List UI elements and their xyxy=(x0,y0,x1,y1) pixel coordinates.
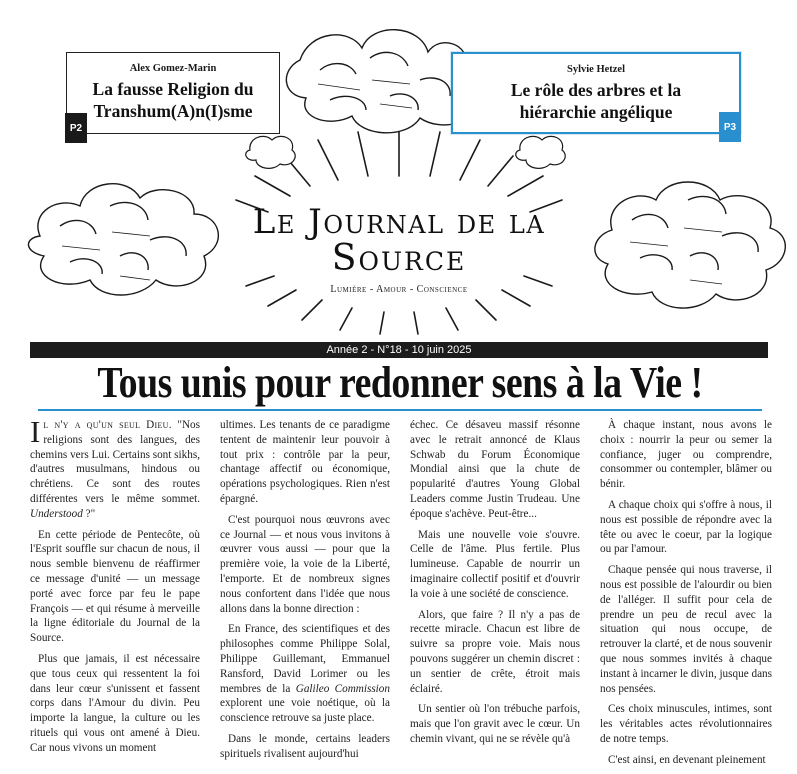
teaser-banner-p2[interactable] xyxy=(66,52,280,134)
main-headline: Tous unis pour redonner sens à la Vie ! xyxy=(97,358,703,407)
paragraph-text: "Nos religions sont des langues, des chemins vers Lui. Certains sont sikhs, d'autres musulmans, hindous ou chrétiens. Ce sont des routes différentes vers le même sommet. xyxy=(30,419,201,505)
lead-in: l n'y a qu'un seul Dieu. xyxy=(43,419,172,431)
article-column-1 xyxy=(30,414,201,762)
paragraph: C'est pourquoi nous œuvrons avec ce Journal — et nous vous invitons à œuvrer vous aussi — pour que la première voie, la voie de la Liberté, l'emporte. Et de nombreux signes nous confortent dans l'idée que nous allons dans la bonne direction : xyxy=(220,513,390,615)
article-column-4 xyxy=(600,418,772,774)
paragraph: Alors, que faire ? Il n'y a pas de recette miracle. Chacun est libre de suivre sa propre voie. Mais nous pouvons suggérer un chemin discret : un sentier de crête, étroit mais éclairé. xyxy=(410,608,580,695)
drop-cap: I xyxy=(30,414,41,449)
teaser-author: Sylvie Hetzel xyxy=(566,64,626,75)
teaser-headline xyxy=(67,78,279,122)
paragraph: échec. Ce désaveu massif résonne avec le retrait annoncé de Klaus Schwab du Forum Économique Mondial ainsi que la chute de popularité d'autres Young Global Leaders comme Justin Trudeau. Une époque s'achève. Peut-être... xyxy=(410,419,580,520)
paragraph-text: ?" xyxy=(82,507,96,520)
paragraph: Ces choix minuscules, intimes, sont les véritables actes révolutionnaires de notre temps. xyxy=(600,703,772,745)
teaser-headline-line2: hiérarchie angélique xyxy=(519,102,673,122)
paragraph-text: explorent une voie noétique, où la conscience retrouve sa juste place. xyxy=(220,697,390,725)
paragraph: Dans le monde, certains leaders spirituels rivalisent aujourd'hui xyxy=(220,732,390,760)
paragraph: Un sentier où l'on trébuche parfois, mais que l'on gravit avec le cœur. Un chemin vivant, qui ne se révèle qu'à xyxy=(410,703,580,745)
teaser-headline-line2: Transhum(A)n(I)sme xyxy=(93,101,253,121)
masthead-tagline: Lumière - Amour - Conscience xyxy=(330,284,468,295)
paragraph: Chaque pensée qui nous traverse, il nous est possible de l'alourdir ou bien de l'alléger. Il suffit pour cela de prendre un peu de recul avec la situation qui nous occupe, de retrouver la clarté, et de nous souvenir que nous sommes invités à chaque instant à incarner le divin, jusque dans nos pensées. xyxy=(600,564,772,695)
paragraph xyxy=(220,622,390,726)
paragraph-text: En France, des scientifiques et des philosophes comme Philippe Solal, Philippe Guillemant, Emmanuel Ransford, David Lorimer ou les membres de la xyxy=(220,623,390,695)
paragraph: ultimes. Les tenants de ce paradigme tentent de maintenir leur pouvoir à tout prix : contrôle par la peur, chantage affectif ou économique, opérations psychologiques. Rien n'est épargné. xyxy=(220,419,390,505)
teaser-headline xyxy=(453,79,739,123)
paragraph: Plus que jamais, il est nécessaire que tous ceux qui ressentent la foi dans leur cœur s'unissent et fassent corps dans l'Amour du divin. Peu importe la langue, la culture ou les rituels qui vous ont amené à Dieu. Car nous vivons un moment xyxy=(30,652,200,754)
issue-info-bar: Année 2 - N°18 - 10 juin 2025 xyxy=(30,342,768,358)
article-column-2 xyxy=(220,418,390,768)
masthead xyxy=(140,204,658,295)
masthead-title-line2: Source xyxy=(331,238,467,279)
paragraph: A chaque choix qui s'offre à nous, il nous est possible de répondre avec la tête ou avec le coeur, par la logique ou par l'amour. xyxy=(600,498,772,556)
paragraph: En cette période de Pentecôte, où l'Esprit souffle sur chacun de nous, il nous semble bienvenu de réaffirmer ce message d'unité — un message porté avec force par feu le pape François — et qui résume à merveille la ligne éditoriale du Journal de la Source. xyxy=(30,528,200,645)
masthead-title-line1: Le Journal de la xyxy=(252,202,546,242)
italic-text: Galileo Commission xyxy=(295,682,390,695)
teaser-banner-p3[interactable] xyxy=(451,52,741,134)
paragraph: À chaque instant, nous avons le choix : nourrir la peur ou semer la confiance, juger ou comprendre, consommer ou contempler, blâmer ou bénir. xyxy=(600,419,772,491)
teaser-headline-line1: La fausse Religion du xyxy=(92,79,254,99)
cloud-puffs xyxy=(246,136,565,168)
teaser-headline-line1: Le rôle des arbres et la xyxy=(510,80,682,100)
paragraph: C'est ainsi, en devenant pleinement xyxy=(608,753,766,766)
paragraph xyxy=(30,414,201,522)
headline-underline xyxy=(38,409,762,411)
italic-text: Understood xyxy=(30,507,83,520)
article-column-3 xyxy=(410,418,580,753)
page-tag: P3 xyxy=(719,112,741,142)
paragraph: Mais une nouvelle voie s'ouvre. Celle de l'âme. Plus fertile. Plus lumineuse. Capable de nourrir un imaginaire collectif positif et d'ouvrir la voie à une société de conscience. xyxy=(410,528,580,600)
page-tag: P2 xyxy=(65,113,87,143)
teaser-author: Alex Gomez-Marin xyxy=(129,63,217,74)
